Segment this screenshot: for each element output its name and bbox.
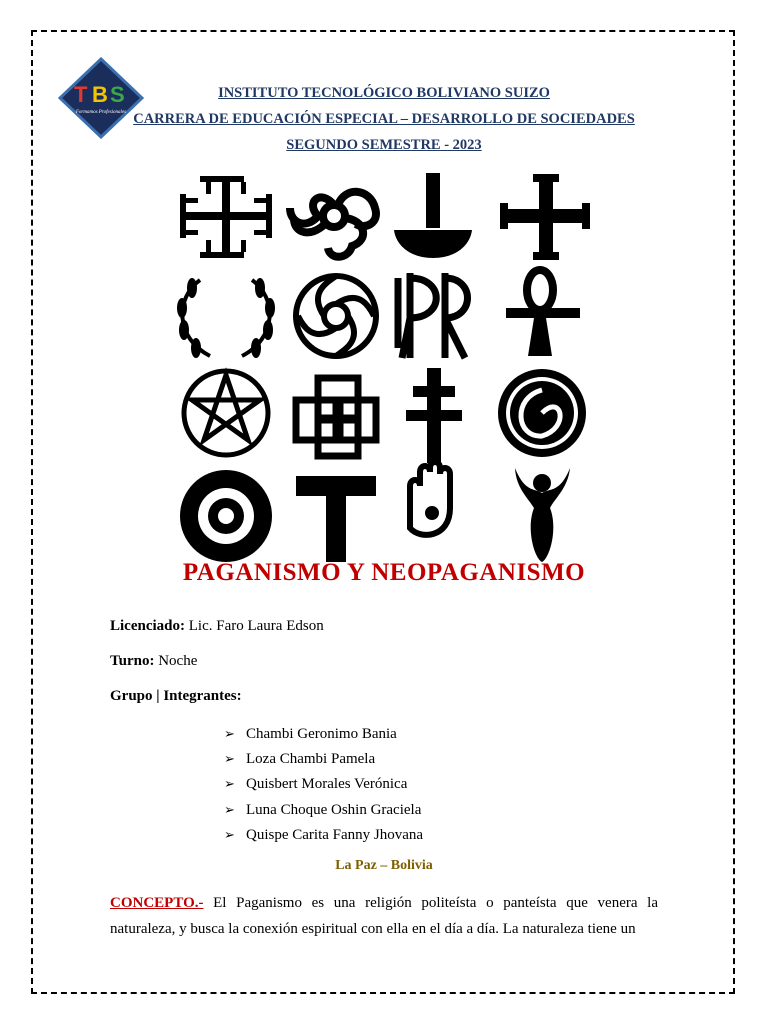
concept-label: CONCEPTO.- bbox=[110, 895, 204, 911]
list-item bbox=[224, 772, 423, 797]
cross-icon bbox=[500, 174, 590, 260]
turno-label: Turno: bbox=[110, 653, 155, 669]
location: La Paz – Bolivia bbox=[335, 858, 433, 873]
institute-name: INSTITUTO TECNOLÓGICO BOLIVIANO SUIZO bbox=[218, 85, 550, 101]
goddess-icon bbox=[515, 468, 570, 562]
triskelion-icon bbox=[290, 192, 376, 257]
licenciado-label: Licenciado: bbox=[110, 618, 185, 634]
list-item bbox=[224, 822, 423, 847]
concept-text: El Paganismo es una religión politeísta o panteísta que venera la naturaleza, y busca la conexión espiritual con ella en el día a día. La naturaleza tiene un bbox=[110, 895, 658, 937]
member-name: Quispe Carita Fanny Jhovana bbox=[246, 826, 424, 843]
rosette-icon bbox=[180, 470, 272, 562]
grupo-label: Grupo | Integrantes: bbox=[110, 688, 242, 704]
member-name: Loza Chambi Pamela bbox=[246, 750, 376, 767]
list-item bbox=[224, 797, 423, 822]
member-name: Chambi Geronimo Bania bbox=[246, 725, 397, 742]
licenciado-value: Lic. Faro Laura Edson bbox=[188, 618, 324, 634]
hamsa-icon bbox=[410, 462, 450, 535]
turno-field bbox=[110, 653, 197, 670]
tau-icon bbox=[296, 476, 376, 562]
cross-of-lorraine-icon bbox=[406, 368, 462, 463]
pagan-symbols-grid bbox=[170, 168, 596, 566]
ankh-icon bbox=[506, 270, 580, 356]
arrow-bullet-icon: ➢ bbox=[224, 826, 235, 842]
member-name: Quisbert Morales Verónica bbox=[246, 776, 408, 793]
spiral-disc-icon bbox=[498, 369, 586, 457]
member-name: Luna Choque Oshin Graciela bbox=[246, 801, 422, 818]
licenciado-field bbox=[110, 618, 324, 635]
helm-of-awe-icon bbox=[180, 176, 272, 258]
logo-subtext: Formamos Profesionales bbox=[75, 110, 127, 115]
career-name: CARRERA DE EDUCACIÓN ESPECIAL – DESARROLLO DE SOCIEDADES bbox=[133, 111, 635, 127]
logo-letter-s: S bbox=[110, 82, 125, 107]
semester: SEGUNDO SEMESTRE - 2023 bbox=[286, 137, 482, 153]
laurel-wreath-icon bbox=[177, 278, 275, 358]
grupo-field bbox=[110, 688, 242, 705]
mjolnir-icon bbox=[394, 173, 472, 258]
list-item bbox=[224, 721, 423, 746]
sun-wheel-icon bbox=[296, 276, 376, 356]
arrow-bullet-icon: ➢ bbox=[224, 750, 235, 766]
knot-cross-icon bbox=[296, 378, 376, 456]
logo-letter-t: T bbox=[74, 82, 88, 107]
logo-letter-b: B bbox=[92, 82, 108, 107]
turno-value: Noche bbox=[158, 653, 198, 669]
arrow-bullet-icon: ➢ bbox=[224, 776, 235, 792]
concept-paragraph bbox=[110, 890, 658, 942]
document-title: PAGANISMO Y NEOPAGANISMO bbox=[182, 562, 586, 586]
members-list bbox=[224, 721, 423, 847]
arrow-bullet-icon: ➢ bbox=[224, 801, 235, 817]
list-item bbox=[224, 746, 423, 771]
bindrune-icon bbox=[398, 273, 468, 358]
pentacle-icon bbox=[184, 371, 268, 455]
arrow-bullet-icon: ➢ bbox=[224, 725, 235, 741]
